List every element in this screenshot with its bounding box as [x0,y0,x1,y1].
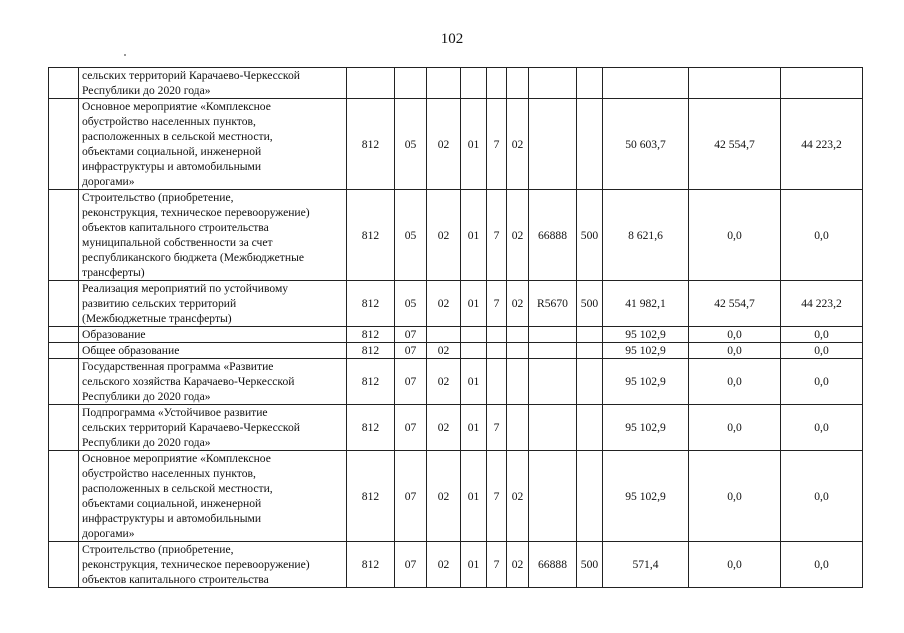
ved-code-cell: 812 [347,451,395,542]
amount-year-3-cell: 44 223,2 [781,99,863,190]
item-name-cell [79,281,347,327]
table-row [49,190,863,281]
target-code-3-cell: 02 [507,451,529,542]
amount-year-2-cell: 42 554,7 [689,99,781,190]
target-code-4-cell: 66888 [529,190,577,281]
subsection-code-cell: 02 [427,99,461,190]
item-name-cell [79,68,347,99]
target-code-3-cell [507,68,529,99]
amount-year-2-cell: 0,0 [689,405,781,451]
item-name-line: реконструкция, техническое перевооружение) [82,206,310,219]
target-code-3-cell: 02 [507,542,529,588]
target-code-2-cell [487,327,507,343]
target-code-3-cell [507,405,529,451]
target-code-3-cell: 02 [507,281,529,327]
amount-year-2-cell: 0,0 [689,451,781,542]
amount-year-2-cell: 0,0 [689,327,781,343]
item-name-line: реконструкция, техническое перевооружение) [82,558,310,571]
item-name-line: трансферты) [82,266,145,279]
section-code-cell: 07 [395,359,427,405]
target-code-2-cell: 7 [487,451,507,542]
expense-type-cell [577,405,603,451]
table-row [49,68,863,99]
target-code-1-cell: 01 [461,190,487,281]
amount-year-2-cell: 0,0 [689,542,781,588]
item-name-line: Республики до 2020 года» [82,84,211,97]
section-code-cell: 05 [395,281,427,327]
target-code-2-cell [487,343,507,359]
item-name-line: Реализация мероприятий по устойчивому [82,282,289,295]
target-code-4-cell [529,68,577,99]
target-code-2-cell: 7 [487,281,507,327]
item-name-line: Строительство (приобретение, [82,191,234,204]
target-code-4-cell [529,359,577,405]
target-code-3-cell: 02 [507,99,529,190]
item-name-line: сельского хозяйства Карачаево-Черкесской [82,375,295,388]
item-name-line: объектами социальной, инженерной [82,497,262,510]
amount-year-1-cell: 41 982,1 [603,281,689,327]
amount-year-2-cell: 42 554,7 [689,281,781,327]
subsection-code-cell: 02 [427,281,461,327]
expense-type-cell [577,451,603,542]
item-name-line: дорогами» [82,527,135,540]
expense-type-cell [577,359,603,405]
item-name-line: муниципальной собственности за счет [82,236,273,249]
amount-year-1-cell: 8 621,6 [603,190,689,281]
target-code-1-cell: 01 [461,281,487,327]
amount-year-2-cell: 0,0 [689,343,781,359]
target-code-1-cell [461,68,487,99]
item-name-line: объектов капитального строительства [82,221,269,234]
row-margin-cell [49,281,79,327]
target-code-1-cell: 01 [461,359,487,405]
amount-year-3-cell: 0,0 [781,451,863,542]
item-name-line: (Межбюджетные трансферты) [82,312,232,325]
amount-year-3-cell: 0,0 [781,359,863,405]
amount-year-1-cell: 571,4 [603,542,689,588]
item-name-line: дорогами» [82,175,135,188]
amount-year-2-cell [689,68,781,99]
item-name-cell [79,343,347,359]
amount-year-1-cell: 95 102,9 [603,451,689,542]
amount-year-3-cell: 0,0 [781,190,863,281]
subsection-code-cell: 02 [427,343,461,359]
target-code-4-cell [529,327,577,343]
target-code-2-cell: 7 [487,190,507,281]
ved-code-cell: 812 [347,99,395,190]
target-code-2-cell [487,68,507,99]
ved-code-cell: 812 [347,281,395,327]
budget-table [48,67,863,588]
row-margin-cell [49,68,79,99]
expense-type-cell [577,68,603,99]
item-name-line: Республики до 2020 года» [82,436,211,449]
table-row [49,99,863,190]
table-row [49,343,863,359]
item-name-line: объектов капитального строительства [82,573,269,586]
section-code-cell: 07 [395,327,427,343]
amount-year-2-cell: 0,0 [689,359,781,405]
section-code-cell: 07 [395,405,427,451]
item-name-line: инфраструктуры и автомобильными [82,160,262,173]
amount-year-3-cell: 44 223,2 [781,281,863,327]
ved-code-cell: 812 [347,327,395,343]
table-row [49,542,863,588]
item-name-line: Строительство (приобретение, [82,543,234,556]
target-code-2-cell: 7 [487,99,507,190]
target-code-4-cell [529,405,577,451]
item-name-line: Государственная программа «Развитие [82,360,274,373]
row-margin-cell [49,542,79,588]
section-code-cell: 07 [395,343,427,359]
item-name-line: инфраструктуры и автомобильными [82,512,262,525]
subsection-code-cell [427,327,461,343]
item-name-line: Подпрограмма «Устойчивое развитие [82,406,268,419]
expense-type-cell: 500 [577,542,603,588]
item-name-line: Основное мероприятие «Комплексное [82,452,271,465]
subsection-code-cell: 02 [427,190,461,281]
row-margin-cell [49,327,79,343]
target-code-3-cell [507,343,529,359]
target-code-4-cell [529,451,577,542]
subsection-code-cell: 02 [427,542,461,588]
item-name-line: Общее образование [82,344,180,357]
target-code-3-cell [507,359,529,405]
target-code-4-cell: 66888 [529,542,577,588]
item-name-cell [79,542,347,588]
target-code-4-cell [529,343,577,359]
item-name-line: Образование [82,328,146,341]
item-name-line: расположенных в сельской местности, [82,130,273,143]
target-code-2-cell: 7 [487,405,507,451]
expense-type-cell: 500 [577,281,603,327]
subsection-code-cell [427,68,461,99]
amount-year-3-cell: 0,0 [781,343,863,359]
table-row [49,405,863,451]
row-margin-cell [49,190,79,281]
item-name-line: сельских территорий Карачаево-Черкесской [82,69,300,82]
subsection-code-cell: 02 [427,405,461,451]
item-name-line: Республики до 2020 года» [82,390,211,403]
expense-type-cell [577,327,603,343]
table-row [49,359,863,405]
amount-year-1-cell: 95 102,9 [603,343,689,359]
target-code-2-cell: 7 [487,542,507,588]
target-code-4-cell [529,99,577,190]
item-name-cell [79,359,347,405]
section-code-cell: 05 [395,190,427,281]
table-row [49,327,863,343]
amount-year-1-cell: 95 102,9 [603,405,689,451]
expense-type-cell [577,99,603,190]
expense-type-cell: 500 [577,190,603,281]
item-name-cell [79,99,347,190]
ved-code-cell: 812 [347,343,395,359]
ved-code-cell: 812 [347,542,395,588]
amount-year-3-cell: 0,0 [781,405,863,451]
target-code-1-cell: 01 [461,405,487,451]
item-name-line: расположенных в сельской местности, [82,482,273,495]
scan-speck [124,54,126,56]
ved-code-cell: 812 [347,190,395,281]
item-name-cell [79,190,347,281]
section-code-cell: 05 [395,99,427,190]
target-code-1-cell [461,327,487,343]
amount-year-1-cell: 95 102,9 [603,359,689,405]
ved-code-cell: 812 [347,405,395,451]
item-name-line: республиканского бюджета (Межбюджетные [82,251,305,264]
item-name-line: Основное мероприятие «Комплексное [82,100,271,113]
target-code-1-cell [461,343,487,359]
target-code-3-cell [507,327,529,343]
page-number: 102 [440,31,464,47]
target-code-1-cell: 01 [461,99,487,190]
amount-year-3-cell [781,68,863,99]
target-code-1-cell: 01 [461,451,487,542]
item-name-line: обустройство населенных пунктов, [82,467,256,480]
row-margin-cell [49,451,79,542]
amount-year-2-cell: 0,0 [689,190,781,281]
amount-year-3-cell: 0,0 [781,327,863,343]
target-code-2-cell [487,359,507,405]
row-margin-cell [49,405,79,451]
item-name-line: обустройство населенных пунктов, [82,115,256,128]
section-code-cell: 07 [395,451,427,542]
item-name-cell [79,451,347,542]
section-code-cell: 07 [395,542,427,588]
table-row [49,281,863,327]
item-name-line: развитию сельских территорий [82,297,237,310]
amount-year-3-cell: 0,0 [781,542,863,588]
target-code-1-cell: 01 [461,542,487,588]
table-row [49,451,863,542]
section-code-cell [395,68,427,99]
item-name-cell [79,327,347,343]
row-margin-cell [49,343,79,359]
row-margin-cell [49,359,79,405]
ved-code-cell: 812 [347,359,395,405]
row-margin-cell [49,99,79,190]
item-name-cell [79,405,347,451]
target-code-3-cell: 02 [507,190,529,281]
item-name-line: объектами социальной, инженерной [82,145,262,158]
amount-year-1-cell: 50 603,7 [603,99,689,190]
item-name-line: сельских территорий Карачаево-Черкесской [82,421,300,434]
amount-year-1-cell [603,68,689,99]
subsection-code-cell: 02 [427,451,461,542]
amount-year-1-cell: 95 102,9 [603,327,689,343]
ved-code-cell [347,68,395,99]
target-code-4-cell: R5670 [529,281,577,327]
expense-type-cell [577,343,603,359]
subsection-code-cell: 02 [427,359,461,405]
